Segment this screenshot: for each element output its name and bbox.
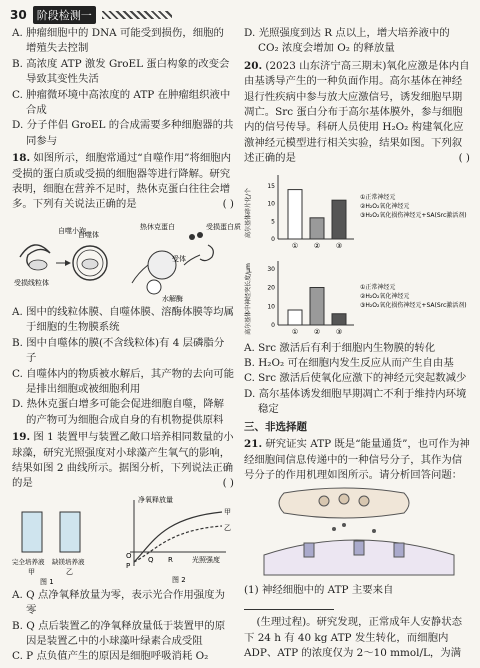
section-tag: 阶段检测一 bbox=[33, 6, 96, 24]
chart1-legend-1: ①正常神经元 bbox=[360, 193, 396, 201]
q21-text: 研究证实 ATP 既是“能量通货”，也可作为神经细胞间信息传递中的一种信号分子，其作为信号分子的作用机理如图所示。请分析回答问题： bbox=[244, 438, 470, 481]
bar bbox=[288, 189, 302, 238]
fig1-left-name: 甲 bbox=[28, 567, 35, 576]
label-autophagy-vesicle: 自噬小泡 bbox=[58, 226, 86, 235]
chart2-legend-3: ③H₂O₂氧化损伤神经元+SA(Src激活剂) bbox=[360, 301, 467, 309]
fig1-right-name: 乙 bbox=[66, 567, 73, 576]
q20-stem bbox=[244, 59, 470, 167]
label-autophagosome: 自噬体 bbox=[78, 230, 99, 239]
tick-label: 0 bbox=[271, 235, 275, 243]
chart1-legend-3: ③H₂O₂氧化损伤神经元+SA(Src激活剂) bbox=[360, 211, 467, 219]
label-damaged-protein: 受损蛋白质 bbox=[206, 222, 241, 231]
page-header bbox=[10, 6, 470, 24]
q18-option-a: A. 图中的线粒体膜、自噬体膜、溶酶体膜等均属于细胞的生物膜系统 bbox=[12, 305, 234, 334]
q18-number: 18. bbox=[12, 152, 31, 165]
q20-number: 20. bbox=[244, 59, 263, 72]
q19-option-a: A. Q 点净氧释放量为零，表示光合作用强度为零 bbox=[12, 588, 225, 617]
q18-option-c: C. 自噬体内的物质被水解后，其产物的去向可能是排出细胞或被细胞利用 bbox=[12, 367, 234, 395]
header-stripe bbox=[102, 11, 172, 19]
page-number: 30 bbox=[10, 8, 27, 22]
q21-stem bbox=[244, 437, 470, 483]
right-column bbox=[244, 26, 470, 661]
bar bbox=[310, 287, 324, 325]
chart2-legend-2: ②H₂O₂氧化神经元 bbox=[360, 292, 410, 300]
fig2-title: 图 2 bbox=[172, 575, 186, 584]
q21-sub1-cont: (生理过程)。研究发现，正常成年人安静状态下 24 h 有 40 kg ATP 发生转化，而细胞内 ADP、ATP 的浓度仅为 2～10 mmol/L，为满 bbox=[244, 616, 462, 659]
chart2-ylabel: 高尔基体中神经突长度/μm bbox=[245, 262, 252, 335]
chart2-legend-1: ①正常神经元 bbox=[360, 283, 396, 291]
bar bbox=[288, 310, 302, 325]
fig2-ylabel: 净氧释放量 bbox=[138, 495, 173, 504]
q19-figures bbox=[12, 494, 234, 586]
q19-text: 图 1 装置甲与装置乙敞口培养相同数量的小球藻，研究光照强度对小球藻产生氧气的影响，结果如图 2 曲线所示。据图分析，下列说法正确的是 bbox=[12, 431, 234, 490]
bar bbox=[332, 313, 346, 324]
q20-option-d: D. 高尔基体诱发细胞早期凋亡不利于维持内环境稳定 bbox=[244, 387, 467, 416]
fig2-point-p: P bbox=[126, 561, 131, 570]
category-label: ③ bbox=[335, 241, 343, 250]
q20-option-b: B. H₂O₂ 可在细胞内发生反应从而产生自由基 bbox=[244, 357, 454, 370]
fig2-curve-b: 乙 bbox=[224, 523, 231, 532]
label-hsp: 热休克蛋白 bbox=[140, 222, 175, 231]
atp-signal-diagram bbox=[244, 485, 470, 581]
q21-number: 21. bbox=[244, 438, 263, 451]
q19-stem bbox=[12, 430, 234, 492]
q21-sub1 bbox=[244, 583, 470, 615]
fig1-title: 图 1 bbox=[40, 577, 54, 586]
answer-blank[interactable] bbox=[244, 599, 334, 610]
q17-option-a: A. 肿瘤细胞中的 DNA 可能受到损伤，细胞的增殖失去控制 bbox=[12, 27, 224, 55]
fig2-point-r: R bbox=[168, 555, 173, 564]
left-column bbox=[12, 26, 241, 665]
q17-option-d: D. 分子伴侣 GroEL 的合成需要多种细胞器的共同参与 bbox=[12, 119, 234, 147]
q19-bracket: ( ) bbox=[222, 477, 234, 490]
q18-stem bbox=[12, 151, 234, 213]
fig2-xlabel: 光照强度 bbox=[192, 555, 220, 564]
tick-label: 0 bbox=[271, 321, 275, 329]
fig1-right-caption: 缺镁培养液 bbox=[52, 557, 85, 566]
q19-number: 19. bbox=[12, 431, 31, 444]
category-label: ② bbox=[313, 241, 321, 250]
tick-label: 30 bbox=[267, 265, 275, 273]
chart1-ylabel: 高尔基体碎片化/个 bbox=[245, 187, 252, 238]
q20-bracket: ( ) bbox=[458, 152, 470, 165]
tick-label: 10 bbox=[267, 200, 275, 208]
q18-option-d: D. 热休克蛋白增多可能会促进细胞自噬，降解的产物可为细胞合成自身的有机物提供原料 bbox=[12, 398, 224, 426]
tick-label: 20 bbox=[267, 284, 275, 292]
q20-option-c: C. Src 激活后使氧化应激下的神经元突起数减少 bbox=[244, 372, 467, 385]
chart1-legend-2: ②H₂O₂氧化神经元 bbox=[360, 202, 410, 210]
category-label: ② bbox=[313, 327, 321, 336]
label-receptor: 受体 bbox=[172, 254, 186, 263]
bar bbox=[310, 217, 324, 238]
tick-label: 5 bbox=[271, 218, 275, 226]
tick-label: 10 bbox=[267, 302, 275, 310]
q18-option-b: B. 图中自噬体的膜(不含线粒体)有 4 层磷脂分子 bbox=[12, 336, 225, 365]
q19-option-c: C. P 点负值产生的原因是细胞呼吸消耗 O₂ bbox=[12, 650, 209, 663]
fig2-point-q: Q bbox=[148, 555, 154, 564]
chart-neurite-length bbox=[244, 255, 470, 339]
q20-option-a: A. Src 激活后有利于细胞内生物膜的转化 bbox=[244, 341, 436, 354]
q19-option-b: B. Q 点后装置乙的净氧释放量低于装置甲的原因是装置乙中的小球藻叶绿素合成受阻 bbox=[12, 619, 226, 647]
label-damaged-mito: 受损线粒体 bbox=[14, 278, 49, 287]
q19-option-d: D. 光照强度到达 R 点以上，增大培养液中的 CO₂ 浓度会增加 O₂ 的释放量 bbox=[244, 27, 450, 55]
q21-sub1-start: (1) 神经细胞中的 ATP 主要来自 bbox=[244, 584, 394, 597]
autophagy-figure bbox=[12, 215, 241, 303]
section-nonchoice-heading: 三、非选择题 bbox=[244, 420, 307, 433]
fig2-point-o: O bbox=[126, 551, 132, 560]
q17-option-b: B. 高浓度 ATP 激发 GroEL 蛋白构象的改变会导致其变性失活 bbox=[12, 57, 230, 86]
category-label: ③ bbox=[335, 327, 343, 336]
q18-text: 如图所示，细胞常通过“自噬作用”将细胞内受损的蛋白质或受损的细胞器等进行降解。研究表明，细胞在营养不足时，热休克蛋白往往会增多。下列有关说法正确的是 bbox=[12, 152, 232, 211]
category-label: ① bbox=[291, 241, 299, 250]
chart-golgi-fragments bbox=[244, 169, 470, 253]
q20-text: (2023 山东济宁高三期末)氧化应激是体内自由基诱导产生的一种负面作用。高尔基体在神经退行性疾病中参与放大应激信号，诱发细胞早期凋亡。Src 蛋白分布于高尔基体膜外，参与细胞内的信号传导。科研人员使用 H₂O₂ 构建氧化应激神经元模型进行相关实验，结果如图。下列叙述正确的是 bbox=[244, 59, 470, 165]
q18-bracket: ( ) bbox=[222, 198, 234, 211]
q17-option-c: C. 肿瘤微环境中高浓度的 ATP 在肿瘤组织液中合成 bbox=[12, 88, 231, 117]
category-label: ① bbox=[291, 327, 299, 336]
fig2-curve-a: 甲 bbox=[224, 507, 231, 516]
label-lysosome: 水解酶 bbox=[162, 294, 183, 303]
bar bbox=[332, 200, 346, 239]
fig1-left-caption: 完全培养液 bbox=[12, 557, 45, 566]
tick-label: 15 bbox=[267, 182, 275, 190]
